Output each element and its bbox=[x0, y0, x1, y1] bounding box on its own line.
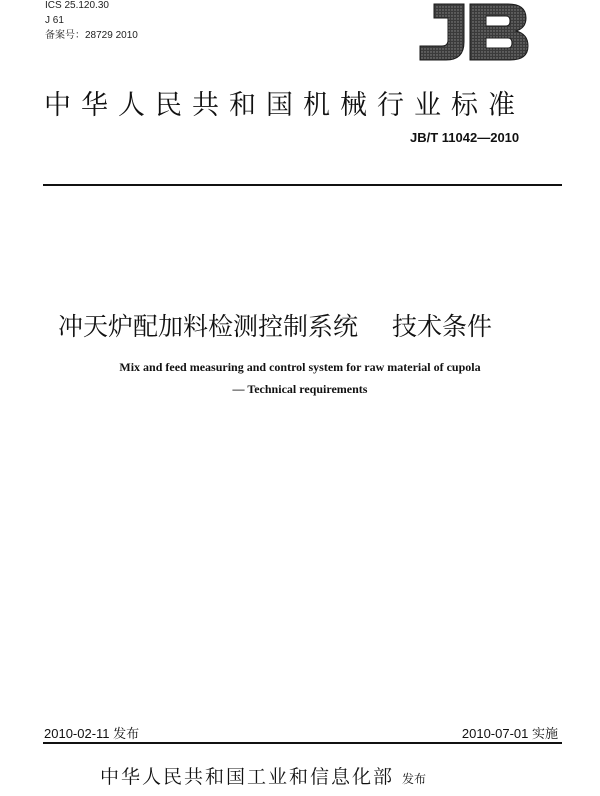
ics-code: ICS 25.120.30 bbox=[45, 0, 109, 11]
issue-date: 2010-02-11 发布 bbox=[44, 726, 140, 741]
chinese-title bbox=[58, 307, 492, 343]
bottom-divider bbox=[43, 742, 562, 744]
top-divider bbox=[43, 184, 562, 186]
english-title-line-1: Mix and feed measuring and control system for raw material of cupola bbox=[119, 360, 481, 374]
record-number: 备案号：28729 2010 bbox=[45, 30, 138, 41]
chinese-title-sub: 技术条件 bbox=[392, 312, 493, 341]
issuer bbox=[100, 762, 426, 789]
standard-number: JB/T 11042—2010 bbox=[410, 130, 520, 145]
classification-code: J 61 bbox=[45, 15, 64, 26]
chinese-title-main: 冲天炉配加料检测控制系统 bbox=[58, 312, 359, 341]
issuer-name: 中华人民共和国工业和信息化部 bbox=[100, 766, 395, 788]
jb-logo-icon bbox=[412, 0, 532, 64]
org-title: 中华人民共和国机械行业标准 bbox=[44, 90, 525, 121]
implementation-date: 2010-07-01 实施 bbox=[461, 726, 558, 741]
issuer-label: 发布 bbox=[402, 772, 427, 786]
english-title-line-2: — Technical requirements bbox=[232, 382, 368, 396]
